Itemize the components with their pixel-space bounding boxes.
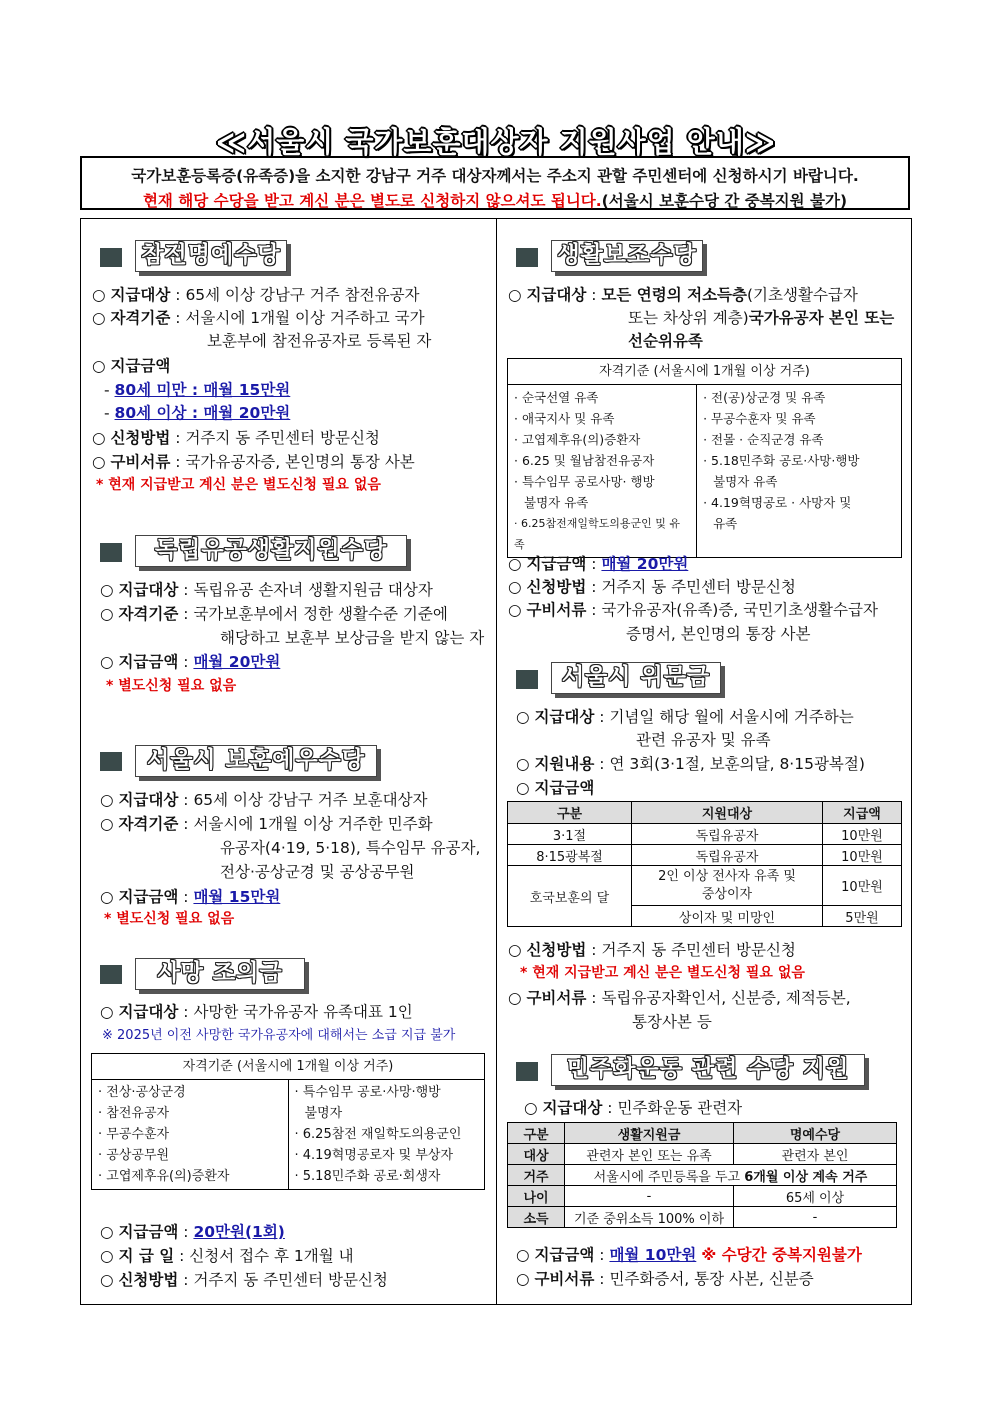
- s6-th-amount: 지급액: [823, 802, 902, 824]
- s1-docs: ○ 구비서류 : 국가유공자증, 본인명의 통장 사본: [92, 453, 415, 471]
- s4-table-title: 자격기준 (서울시에 1개월 이상 거주): [92, 1054, 485, 1080]
- table-row: 상이자 및 미망인 5만원: [508, 906, 902, 927]
- s4-criteria-table: [91, 1053, 485, 1190]
- s7-th-honor: 명예수당: [734, 1123, 897, 1144]
- s4-target: ○ 지급대상 : 사망한 국가유공자 유족대표 1인: [100, 1003, 413, 1021]
- s1-amount-1: - 80세 미만 : 매월 15만원: [104, 381, 291, 399]
- bullet-square-icon: [100, 965, 122, 984]
- bullet-square-icon: [516, 248, 538, 267]
- bullet-square-icon: [516, 670, 538, 689]
- s6-method: ○ 신청방법 : 거주지 동 주민센터 방문신청: [508, 941, 796, 959]
- s6-amount-label: ○ 지급금액: [516, 779, 595, 797]
- s4-amount: ○ 지급금액 : 20만원(1회): [100, 1223, 285, 1241]
- section-header-democracy: 민주화운동 관련 수당 지원: [551, 1054, 865, 1086]
- bullet-square-icon: [100, 248, 122, 267]
- s2-criteria: ○ 자격기준 : 국가보훈부에서 정한 생활수준 기준에: [100, 605, 448, 623]
- s5-target-3: 선순위유족: [628, 332, 703, 350]
- s6-note: * 현재 지급받고 계신 분은 별도신청 필요 없음: [520, 965, 805, 981]
- s7-amount: ○ 지급금액 : 매월 10만원 ※ 수당간 중복지원불가: [516, 1246, 862, 1264]
- s6-docs-2: 통장사본 등: [632, 1013, 712, 1031]
- table-row: 호국보훈의 달 2인 이상 전사자 유족 및 중상이자 10만원: [508, 866, 902, 906]
- table-row: 3·1절 독립유공자 10만원: [508, 824, 902, 845]
- s1-method: ○ 신청방법 : 거주지 동 주민센터 방문신청: [92, 429, 380, 447]
- s5-criteria-table: [507, 358, 902, 558]
- s5-target-2: 또는 차상위 계층)국가유공자 본인 또는: [628, 309, 895, 327]
- s4-note: ※ 2025년 이전 사망한 국가유공자에 대해서는 소급 지급 불가: [102, 1028, 456, 1043]
- s5-right-cell: · 전(공)상군경 및 유족 · 무공수훈자 및 유족 · 전몰 · 순직군경 유족 · 5.18민주화 공로·사망·행방 불명자 유족 · 4.19혁명공로 · 사망자 및 유족: [697, 385, 902, 558]
- table-row: 대상 관련자 본인 또는 유족 관련자 본인: [508, 1144, 897, 1165]
- notice-line-1: 국가보훈등록증(유족증)을 소지한 강남구 거주 대상자께서는 주소지 관할 주민센터에 신청하시기 바랍니다.: [131, 167, 859, 185]
- s2-target: ○ 지급대상 : 독립유공 손자녀 생활지원금 대상자: [100, 581, 433, 599]
- s7-docs: ○ 구비서류 : 민주화증서, 통장 사본, 신분증: [516, 1270, 814, 1288]
- s4-right-cell: · 특수임무 공로·사망·행방 불명자 · 6.25참전 재일학도의용군인 · 4.19혁명공로자 및 부상자 · 5.18민주화 공로·회생자: [288, 1080, 485, 1190]
- s5-amount: ○ 지급금액 : 매월 20만원: [508, 555, 689, 573]
- s3-note: * 별도신청 필요 없음: [104, 911, 235, 927]
- s4-method: ○ 신청방법 : 거주지 동 주민센터 방문신청: [100, 1271, 388, 1289]
- bullet-square-icon: [100, 752, 122, 771]
- s7-th-category: 구분: [508, 1123, 565, 1144]
- table-row: 나이 - 65세 이상: [508, 1186, 897, 1207]
- s7-th-living: 생활지원금: [565, 1123, 734, 1144]
- s7-criteria-table: [507, 1122, 897, 1228]
- s2-criteria-2: 해당하고 보훈부 보상금을 받지 않는 자: [220, 629, 485, 647]
- s6-amount-table: [507, 801, 902, 927]
- section-header-seoul-honor: 서울시 보훈예우수당: [135, 745, 377, 777]
- s2-amount: ○ 지급금액 : 매월 20만원: [100, 653, 281, 671]
- s5-table-title: 자격기준 (서울시에 1개월 이상 거주): [508, 359, 902, 385]
- s1-note: * 현재 지급받고 계신 분은 별도신청 필요 없음: [96, 477, 381, 493]
- section-header-living-support: 생활보조수당: [551, 240, 703, 272]
- s2-note: * 별도신청 필요 없음: [106, 678, 237, 694]
- s6-content: ○ 지원내용 : 연 3회(3·1절, 보훈의달, 8·15광복절): [516, 755, 865, 773]
- s5-method: ○ 신청방법 : 거주지 동 주민센터 방문신청: [508, 578, 796, 596]
- s4-date: ○ 지 급 일 : 신청서 접수 후 1개월 내: [100, 1247, 354, 1265]
- s3-amount: ○ 지급금액 : 매월 15만원: [100, 888, 281, 906]
- page-title: ≪서울시 국가보훈대상자 지원사업 안내≫: [215, 125, 777, 159]
- section-header-veteran-honor: 참전명예수당: [135, 240, 287, 272]
- s3-target: ○ 지급대상 : 65세 이상 강남구 거주 보훈대상자: [100, 791, 428, 809]
- s7-target: ○ 지급대상 : 민주화운동 관련자: [524, 1099, 743, 1117]
- s6-th-category: 구분: [508, 802, 632, 824]
- s5-docs: ○ 구비서류 : 국가유공자(유족)증, 국민기초생활수급자: [508, 601, 878, 619]
- s3-criteria-2: 유공자(4·19, 5·18), 특수임무 유공자,: [220, 839, 481, 857]
- s1-target: ○ 지급대상 : 65세 이상 강남구 거주 참전유공자: [92, 286, 420, 304]
- section-header-independence: 독립유공생활지원수당: [135, 535, 407, 567]
- notice-box: [80, 156, 910, 210]
- s5-left-cell: · 순국선열 유족 · 애국지사 및 유족 · 고엽제후유(의)증환자 · 6.25 및 월남참전유공자 · 특수임무 공로사망· 행방 불명자 유족 · 6.25참전재일학도의용군인 및 유족: [508, 385, 697, 558]
- notice-black-text: (서울시 보훈수당 간 중복지원 불가): [601, 192, 848, 210]
- table-row: 거주 서울시에 주민등록을 두고 6개월 이상 계속 거주: [508, 1165, 897, 1186]
- s6-target-2: 관련 유공자 및 유족: [636, 731, 771, 749]
- s3-criteria: ○ 자격기준 : 서울시에 1개월 이상 거주한 민주화: [100, 815, 433, 833]
- bullet-square-icon: [100, 543, 122, 562]
- section-header-consolation: 서울시 위문금: [551, 662, 721, 694]
- s6-docs: ○ 구비서류 : 독립유공자확인서, 신분증, 제적등본,: [508, 989, 851, 1007]
- notice-red-text: 현재 해당 수당을 받고 계신 분은 별도로 신청하지 않으셔도 됩니다.: [142, 192, 602, 210]
- table-row: 8·15광복절 독립유공자 10만원: [508, 845, 902, 866]
- s1-amount-2: - 80세 이상 : 매월 20만원: [104, 404, 291, 422]
- s1-criteria-2: 보훈부에 참전유공자로 등록된 자: [207, 332, 432, 350]
- bullet-square-icon: [516, 1062, 538, 1081]
- s5-docs-2: 증명서, 본인명의 통장 사본: [626, 625, 811, 643]
- s4-left-cell: · 전상·공상군경 · 참전유공자 · 무공수훈자 · 공상공무원 · 고엽제후유(의)증환자: [92, 1080, 289, 1190]
- s3-criteria-3: 전상·공상군경 및 공상공무원: [220, 863, 415, 881]
- section-header-condolence: 사망 조의금: [135, 958, 305, 990]
- s6-th-target: 지원대상: [632, 802, 823, 824]
- table-row: 소득 기준 중위소득 100% 이하 -: [508, 1207, 897, 1228]
- s6-target: ○ 지급대상 : 기념일 해당 월에 서울시에 거주하는: [516, 708, 854, 726]
- notice-line-2: [82, 189, 908, 211]
- s1-amount-label: ○ 지급금액: [92, 357, 171, 375]
- column-divider: [496, 218, 497, 1305]
- s5-target: ○ 지급대상 : 모든 연령의 저소득층(기초생활수급자: [508, 286, 858, 304]
- s1-criteria: ○ 자격기준 : 서울시에 1개월 이상 거주하고 국가: [92, 309, 425, 327]
